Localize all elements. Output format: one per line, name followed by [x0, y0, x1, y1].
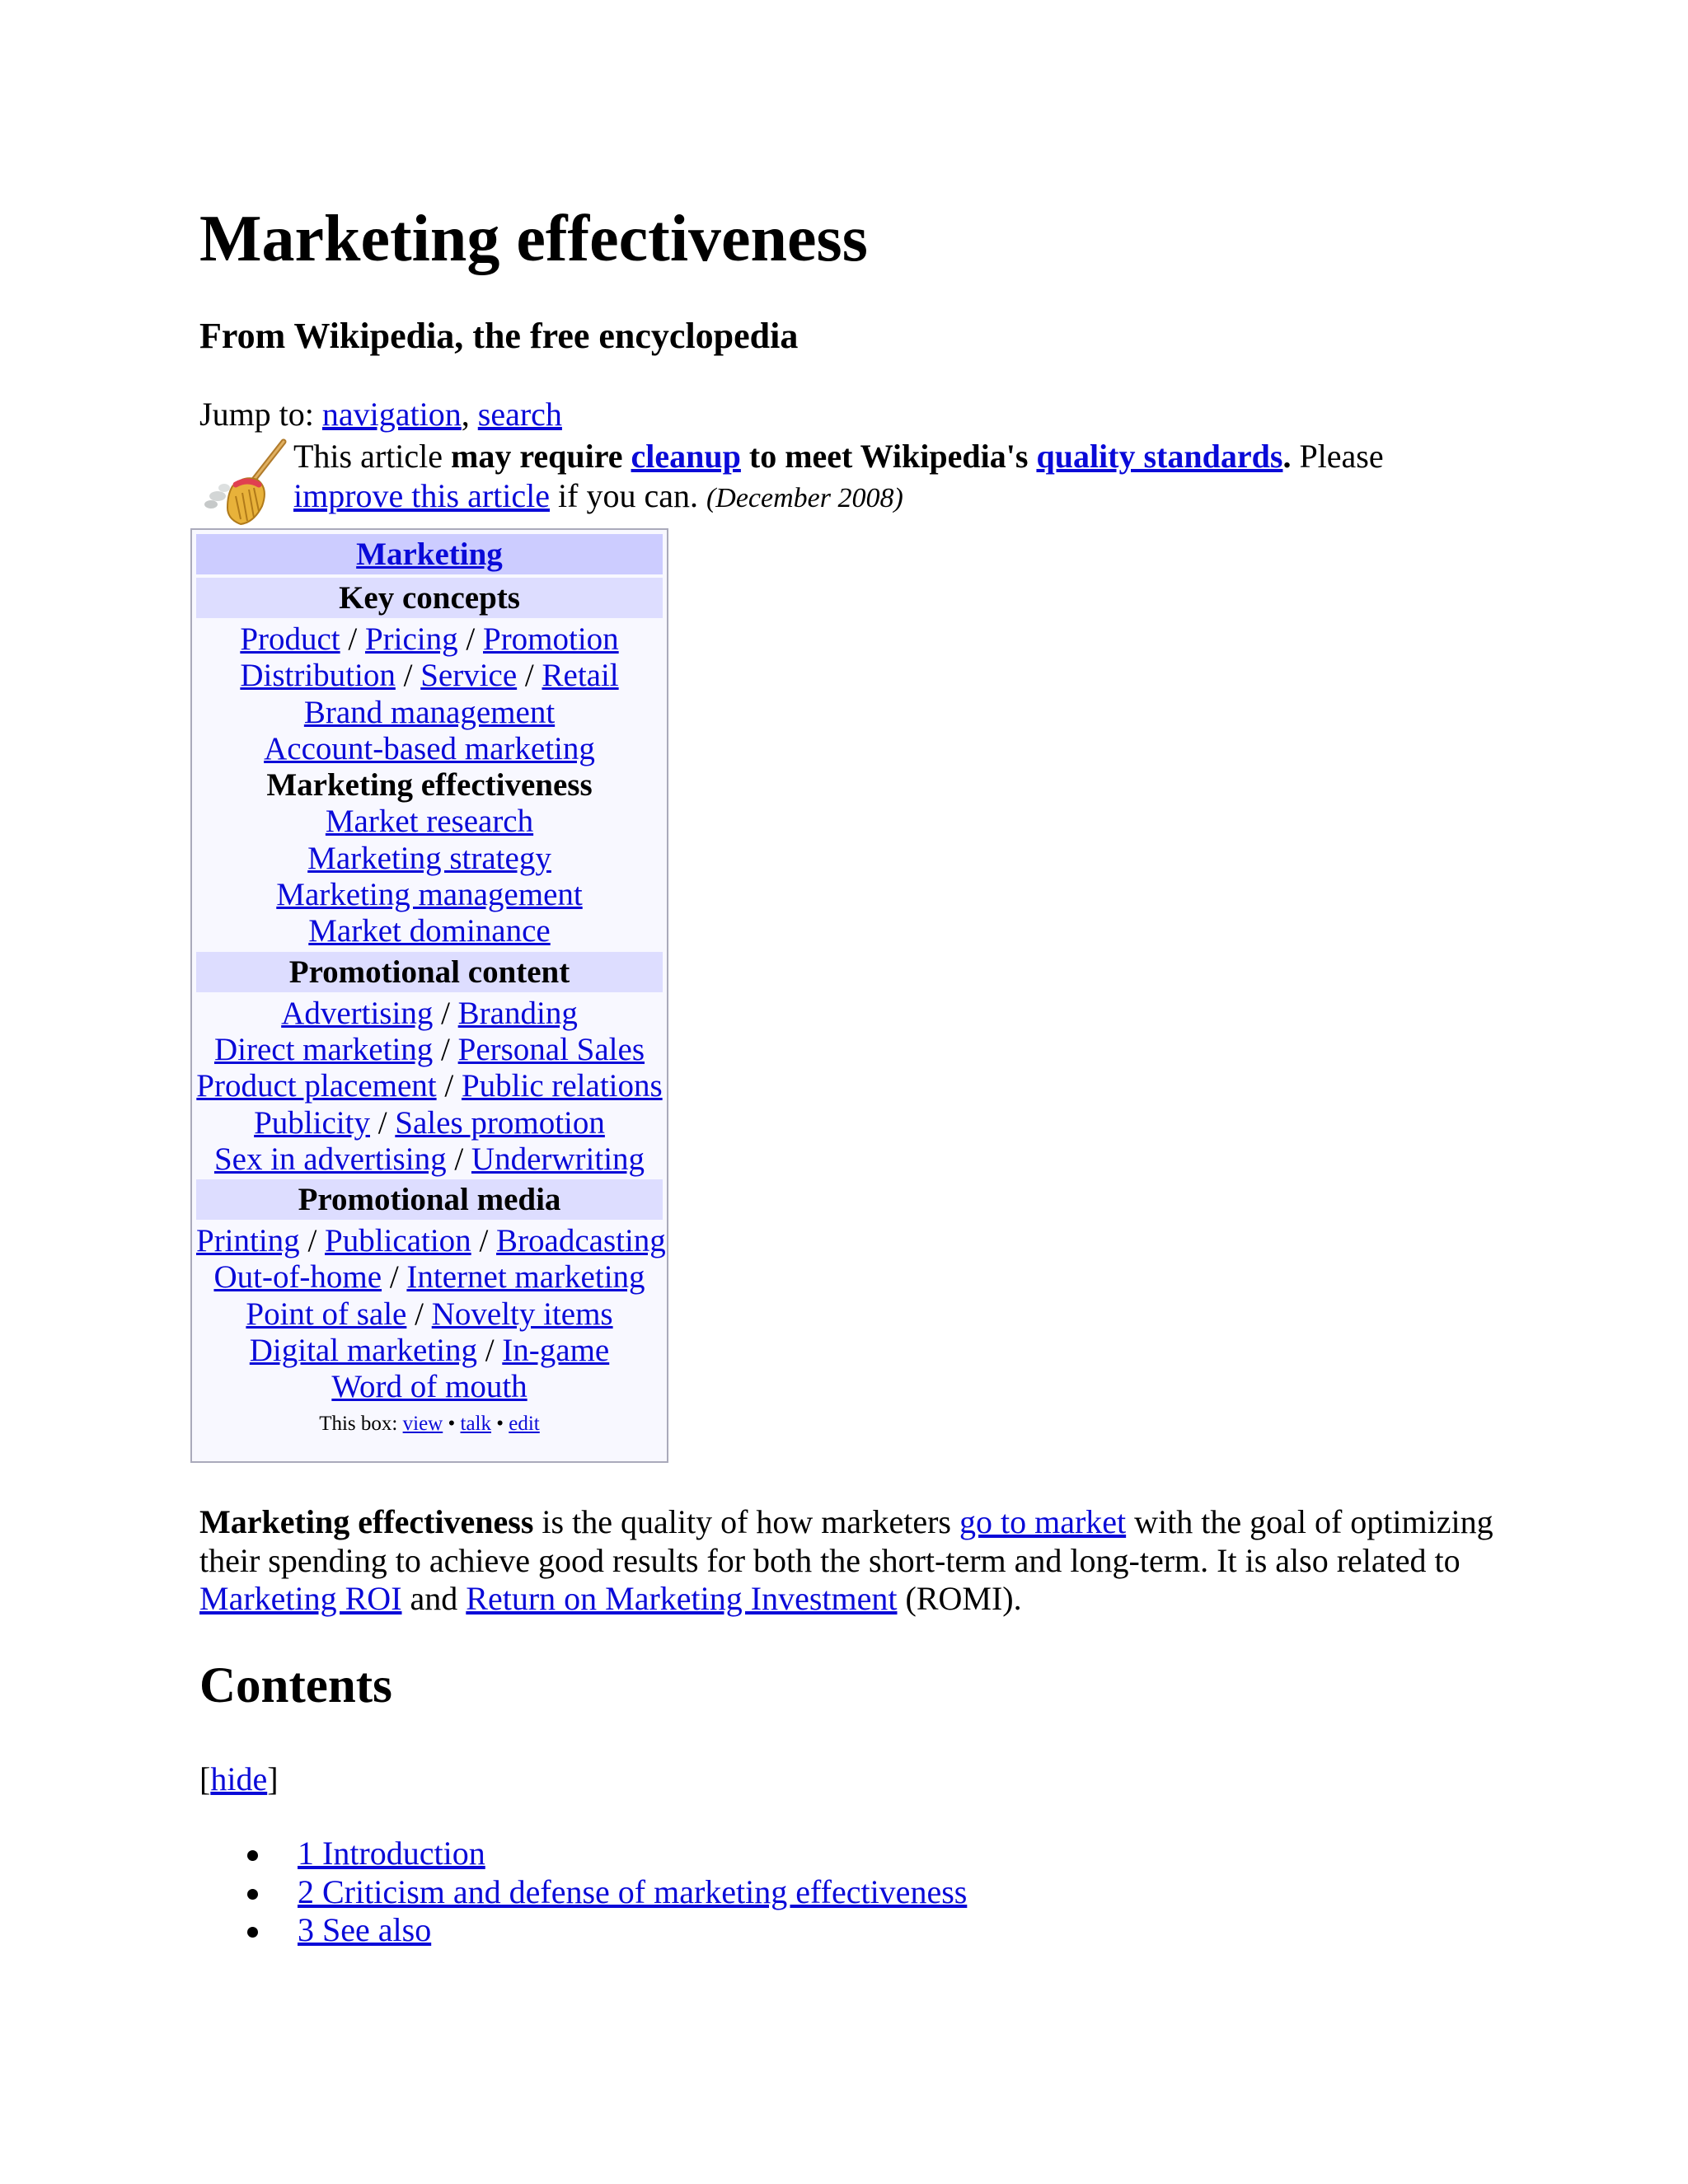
- navbox-link-retail[interactable]: Retail: [542, 658, 619, 694]
- navbox-row: [196, 1223, 666, 1259]
- toc-link-see-also[interactable]: 3 See also: [298, 1911, 432, 1948]
- navbox-link-point-of-sale[interactable]: Point of sale: [246, 1296, 407, 1332]
- navbox-link-branding[interactable]: Branding: [457, 995, 578, 1031]
- intro-text-4: (ROMI).: [905, 1580, 1022, 1617]
- navbox-separator: /: [479, 1223, 489, 1259]
- jump-label: Jump to:: [199, 396, 314, 433]
- marketing-roi-link[interactable]: Marketing ROI: [199, 1580, 402, 1617]
- navbox-row: [196, 1032, 663, 1068]
- navbox-separator: /: [403, 658, 413, 694]
- navbox-link-market-dominance[interactable]: Market dominance: [308, 913, 551, 949]
- navbox-footer-label: This box:: [319, 1412, 398, 1435]
- navbox-link-sales-promotion[interactable]: Sales promotion: [395, 1104, 605, 1141]
- toc-link-introduction[interactable]: 1 Introduction: [298, 1835, 485, 1872]
- navbox-separator: /: [441, 1031, 450, 1067]
- navbox-row: [196, 877, 663, 913]
- navbox-link-personal-sales[interactable]: Personal Sales: [457, 1031, 645, 1067]
- navbox-row: [196, 731, 663, 767]
- romi-link[interactable]: Return on Marketing Investment: [466, 1580, 898, 1617]
- cleanup-text-6: if you can.: [558, 477, 698, 514]
- navbox-view-link[interactable]: view: [402, 1412, 443, 1435]
- navbox-link-broadcasting[interactable]: Broadcasting: [496, 1223, 666, 1259]
- navbox-separator: /: [454, 1141, 464, 1177]
- toc-item: [199, 1835, 967, 1873]
- bullet-icon: [247, 1889, 258, 1900]
- navbox-link-account-based-marketing[interactable]: Account-based marketing: [264, 730, 595, 766]
- improve-article-link[interactable]: improve this article: [293, 477, 551, 514]
- navbox-row: [196, 913, 663, 949]
- navbox-link-brand-management[interactable]: Brand management: [303, 694, 556, 730]
- navbox-link-marketing-management[interactable]: Marketing management: [276, 877, 583, 913]
- navbox-separator: /: [524, 658, 534, 694]
- navbox-link-internet-marketing[interactable]: Internet marketing: [406, 1259, 645, 1296]
- toc-close-bracket: ]: [267, 1760, 279, 1797]
- navbox-row: [196, 996, 663, 1032]
- navbox-section-promotional-media: Promotional media: [196, 1179, 663, 1220]
- navbox-row: [196, 695, 663, 731]
- navbox-link-publicity[interactable]: Publicity: [254, 1104, 370, 1141]
- navbox-group-promotional-content: [196, 996, 663, 1178]
- navbox-row: [196, 1259, 663, 1296]
- navbox-link-sex-in-advertising[interactable]: Sex in advertising: [213, 1141, 447, 1177]
- navbox-row: [196, 1141, 663, 1178]
- jump-navigation-link[interactable]: navigation: [321, 396, 462, 433]
- broom-icon: [203, 437, 288, 527]
- cleanup-text-2: may require: [451, 438, 623, 475]
- navbox-row: [196, 1369, 663, 1405]
- intro-text-2: with the goal of optimizing their spending to achieve good results for both the short-term and long-term. It is also related to: [199, 1503, 1493, 1579]
- navbox-link-service[interactable]: Service: [420, 658, 518, 694]
- bullet-icon: [247, 1927, 258, 1938]
- navbox-row: [196, 1068, 663, 1104]
- navbox-link-publication[interactable]: Publication: [325, 1223, 471, 1259]
- navbox-link-market-research[interactable]: Market research: [325, 804, 534, 840]
- navbox-link-promotion[interactable]: Promotion: [483, 621, 619, 657]
- page-title: Marketing effectiveness: [199, 203, 868, 275]
- navbox-separator: /: [485, 1333, 495, 1369]
- cleanup-notice: [203, 437, 1489, 527]
- intro-text-3: and: [410, 1580, 458, 1617]
- navbox-row: [196, 621, 663, 658]
- cleanup-link[interactable]: cleanup: [631, 438, 741, 475]
- navbox-row: [196, 658, 663, 694]
- cleanup-message: [293, 437, 1480, 518]
- cleanup-text-4: .: [1282, 438, 1292, 475]
- navbox-footer-dot: •: [448, 1412, 456, 1435]
- navbox-link-underwriting[interactable]: Underwriting: [471, 1141, 645, 1177]
- navbox-link-in-game[interactable]: In-game: [502, 1333, 610, 1369]
- navbox-edit-link[interactable]: edit: [509, 1412, 540, 1435]
- jump-links: [199, 391, 562, 438]
- cleanup-text-3: to meet Wikipedia's: [748, 438, 1029, 475]
- jump-search-link[interactable]: search: [477, 396, 562, 433]
- bullet-icon: [247, 1850, 258, 1861]
- navbox-link-digital-marketing[interactable]: Digital marketing: [249, 1333, 477, 1369]
- cleanup-date: (December 2008): [706, 483, 903, 513]
- navbox-link-novelty-items[interactable]: Novelty items: [431, 1296, 613, 1332]
- navbox-separator: /: [377, 1104, 387, 1141]
- navbox-separator: /: [441, 995, 450, 1031]
- navbox-separator: /: [348, 621, 358, 657]
- navbox-link-public-relations[interactable]: Public relations: [461, 1068, 663, 1104]
- jump-comma: ,: [461, 396, 470, 433]
- toc-item: [199, 1911, 967, 1950]
- cleanup-text-1: This article: [293, 438, 443, 475]
- navbox-title-link[interactable]: Marketing: [356, 537, 503, 572]
- contents-heading: Contents: [199, 1658, 392, 1713]
- toc-list: [199, 1835, 967, 1950]
- navbox-link-advertising[interactable]: Advertising: [281, 995, 434, 1031]
- toc-item: [199, 1873, 967, 1912]
- navbox-group-key-concepts: [196, 621, 663, 950]
- toc-hide-link[interactable]: hide: [210, 1760, 268, 1797]
- navbox-section-key-concepts: Key concepts: [196, 578, 663, 618]
- navbox-separator: /: [466, 621, 476, 657]
- navbox-talk-link[interactable]: talk: [460, 1412, 491, 1435]
- navbox-row: [196, 1296, 663, 1333]
- cleanup-text-5: Please: [1299, 438, 1384, 475]
- navbox-link-product[interactable]: Product: [240, 621, 340, 657]
- page-tagline: From Wikipedia, the free encyclopedia: [199, 316, 799, 356]
- toc-open-bracket: [: [199, 1760, 211, 1797]
- navbox-link-pricing[interactable]: Pricing: [364, 621, 458, 657]
- navbox-footer-dot: •: [496, 1412, 504, 1435]
- navbox-group-promotional-media: [196, 1223, 666, 1405]
- navbox-section-promotional-content: Promotional content: [196, 952, 663, 992]
- navbox-separator: /: [389, 1259, 399, 1296]
- navbox-current-item: Marketing effectiveness: [266, 767, 593, 804]
- toc-toggle: [199, 1755, 279, 1803]
- intro-paragraph: [199, 1503, 1510, 1619]
- navbox-link-marketing-strategy[interactable]: Marketing strategy: [307, 840, 551, 876]
- navbox-separator: /: [444, 1068, 454, 1104]
- navbox-link-direct-marketing[interactable]: Direct marketing: [213, 1031, 434, 1067]
- navbox-link-printing[interactable]: Printing: [196, 1223, 300, 1259]
- go-to-market-link[interactable]: go to market: [959, 1503, 1127, 1540]
- navbox-link-product-placement[interactable]: Product placement: [196, 1068, 437, 1104]
- intro-term: Marketing effectiveness: [199, 1503, 534, 1540]
- navbox-separator: /: [307, 1223, 317, 1259]
- navbox-footer: [196, 1409, 663, 1439]
- navbox-title: [196, 534, 663, 574]
- toc-link-criticism[interactable]: 2 Criticism and defense of marketing effectiveness: [298, 1872, 968, 1910]
- quality-standards-link[interactable]: quality standards: [1036, 438, 1283, 475]
- navbox-row: [196, 1105, 663, 1141]
- navbox-row: [196, 1333, 663, 1369]
- intro-text-1: is the quality of how marketers: [542, 1503, 951, 1540]
- marketing-navbox: [190, 528, 668, 1463]
- navbox-separator: /: [415, 1296, 424, 1332]
- navbox-link-word-of-mouth[interactable]: Word of mouth: [331, 1369, 528, 1405]
- navbox-row: [196, 841, 663, 877]
- navbox-link-out-of-home[interactable]: Out-of-home: [213, 1259, 382, 1296]
- navbox-row: [196, 767, 663, 804]
- navbox-link-distribution[interactable]: Distribution: [240, 658, 396, 694]
- navbox-row: [196, 804, 663, 840]
